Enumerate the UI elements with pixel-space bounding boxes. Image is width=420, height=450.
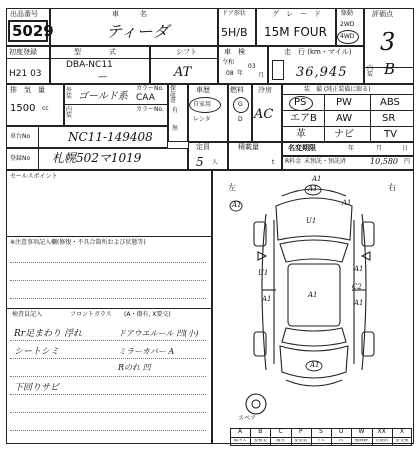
front-glass-options: (A・傷有, X要交) [124,311,171,318]
divider [230,437,412,438]
inspector-label: 検査員記入 [12,311,43,318]
plate-label: 登録No [10,155,31,162]
interior-grade: B [384,60,396,78]
recycle-label: R料金 [285,158,302,165]
interior-label: 内装 [367,65,374,78]
ac: AC [254,107,274,122]
vehicle-name-label: 車 名 [112,10,147,18]
legend-letter: P [298,428,303,435]
warranty-yes: 有 [172,107,179,114]
history-private: 自家用 [193,101,212,108]
legend-letter: S [319,428,323,435]
capacity-label: 定員 [196,143,210,151]
caution-label: ※注意事項記入欄(修復・不具合箇所および状態等) [10,239,146,246]
handwritten-note: シートシミ [14,347,60,357]
recycle-yen: 円 [404,158,411,165]
transfer-day-unit: 日 [402,145,409,152]
grade: 15M FOUR [264,25,327,39]
recycle-fee: 10,580 [370,157,398,166]
handwritten-note: Rr足まわり 浮れ [14,329,82,339]
damage-mark: A1 [262,295,272,303]
legend-desc: 補修跡 [354,439,369,443]
handwritten-note: ミラーカバー A [118,347,175,356]
chassis-label: 車台No [10,133,31,140]
damage-mark: A1 [232,201,242,209]
damage-mark: A1 [342,199,352,207]
color-no: CAA [136,93,155,103]
front-glass-label: フロントガラス [70,311,112,318]
legend-desc: 要交換 [395,439,409,443]
spare-label: スペア [238,415,257,422]
diagram-right-label: 右 [388,183,396,192]
legend-desc: サビ [316,439,326,443]
equipment-label: 装 備 (純正装備に限る) [304,86,371,93]
sales-point-label: セールスポイント [10,173,58,180]
color-no-label: カラーNo. [136,85,164,92]
inspection-era: 令和 [222,59,235,66]
color-int-label: 内装 [66,106,73,119]
inspection-year: 08 [226,70,234,77]
door-shape-label: ドア形状 [222,10,246,17]
legend-desc: 要板金 [253,439,268,443]
first-reg: H21 03 [9,69,42,79]
spare-tire [246,394,266,414]
door-shape: 5H/B [221,26,248,39]
equip-abs: ABS [380,97,400,108]
handwritten-note: ドアウエルール 凹(小) [118,329,199,338]
legend-letter: U [339,428,344,435]
warranty-no: 無 [172,125,179,132]
legend-letter: C [278,428,283,435]
chassis: NC11-149408 [68,130,153,144]
rear-bumper-outline [286,380,342,386]
legend-letter: A [238,428,243,435]
displacement: 1500 [10,103,36,114]
drive-2wd: 2WD [340,21,355,28]
transfer-year-unit: 年 [348,145,355,152]
legend-desc: 要塗装 [294,439,308,443]
transfer-month-unit: 月 [376,145,383,152]
fuel-g: G [238,101,243,108]
equip-pw: PW [336,97,352,108]
spare-tire-hub [252,400,260,408]
load-label: 積載量 [238,143,259,151]
mileage-label: 走 行 (km・マイル) [284,48,352,56]
capacity: 5 [196,155,204,169]
drive-4wd: 4WD [340,33,355,40]
damage-mark: A1 [312,175,322,183]
legend-letter: XX [377,428,386,435]
color-ext-label: 外装 [66,87,73,100]
fuel-label: 燃料 [230,86,244,94]
legend-desc: 腐食 [276,439,286,443]
legend-desc: 凹 [338,439,344,443]
vehicle-name: ティーダ [106,22,169,41]
load-unit: t [272,159,275,166]
rear-window-outline [282,328,346,346]
damage-mark: U1 [258,269,269,277]
ac-label: 冷房 [258,86,272,94]
cc-unit: cc [42,105,49,112]
right-side-outline [362,214,366,370]
handwritten-note: Rのれ 凹 [118,363,151,372]
legend-desc: 交換済 [374,439,389,443]
lot-label: 出品番号 [10,10,38,18]
model-dash: — [98,72,107,82]
grade-label: グ レ ー ド [272,10,321,18]
color-no-label-2: カラーNo. [136,106,164,113]
damage-mark: A1 [354,299,364,307]
legend-letter: B [258,428,263,435]
score-label: 評価点 [372,10,393,18]
left-side-outline [262,214,266,370]
legend-letter: W [358,428,365,435]
legend-desc: 傷キズ [233,439,247,443]
displacement-label: 排 気 量 [10,86,45,94]
mileage: 36,945 [296,65,348,80]
shift-label: シフト [176,48,197,56]
inspection-month: 03 [248,63,256,70]
equip-tv: TV [384,129,397,140]
model-label: 型 式 [74,48,116,56]
damage-mark: A1 [308,185,318,193]
damage-mark: A1 [310,361,320,369]
score: 3 [380,28,396,56]
color-ext: ゴールド系 [78,91,128,102]
drive-label: 駆動 [341,10,354,17]
handwritten-note: 下回りサビ [14,383,60,393]
inspection-month-unit: 月 [258,72,265,79]
transfer-label: 名変期限 [288,144,316,152]
shift: AT [174,65,192,80]
damage-mark: A1 [354,265,364,273]
equip-leather: 革 [296,129,306,140]
history-label: 車歴 [196,86,210,94]
damage-mark: U1 [306,217,317,225]
lot-number: 5029 [12,22,54,40]
damage-mark: C2 [352,283,362,291]
diagram-left-label: 左 [228,183,236,192]
model: DBA-NC11 [66,60,113,70]
equip-sr: SR [382,113,396,124]
warranty-label: 保証書 [170,85,177,104]
inspection-year-unit: 年 [237,70,244,77]
history-rental: レンタ [193,116,211,123]
inspection-label: 車 検 [224,48,245,56]
damage-mark: A1 [308,291,318,299]
equip-airbag: エアB [290,113,317,124]
fuel-d: D [238,116,243,123]
first-reg-label: 初度登録 [9,48,37,56]
capacity-unit: 人 [212,159,219,166]
equip-aw: AW [336,113,353,124]
equip-navi: ナビ [334,129,354,140]
legend-letter: X [399,428,404,435]
windshield-outline [280,240,348,262]
plate: 札幌502マ1019 [52,151,142,165]
equip-ps: PS [294,97,307,108]
recycle-status: 未預託・預託済 [304,158,347,165]
